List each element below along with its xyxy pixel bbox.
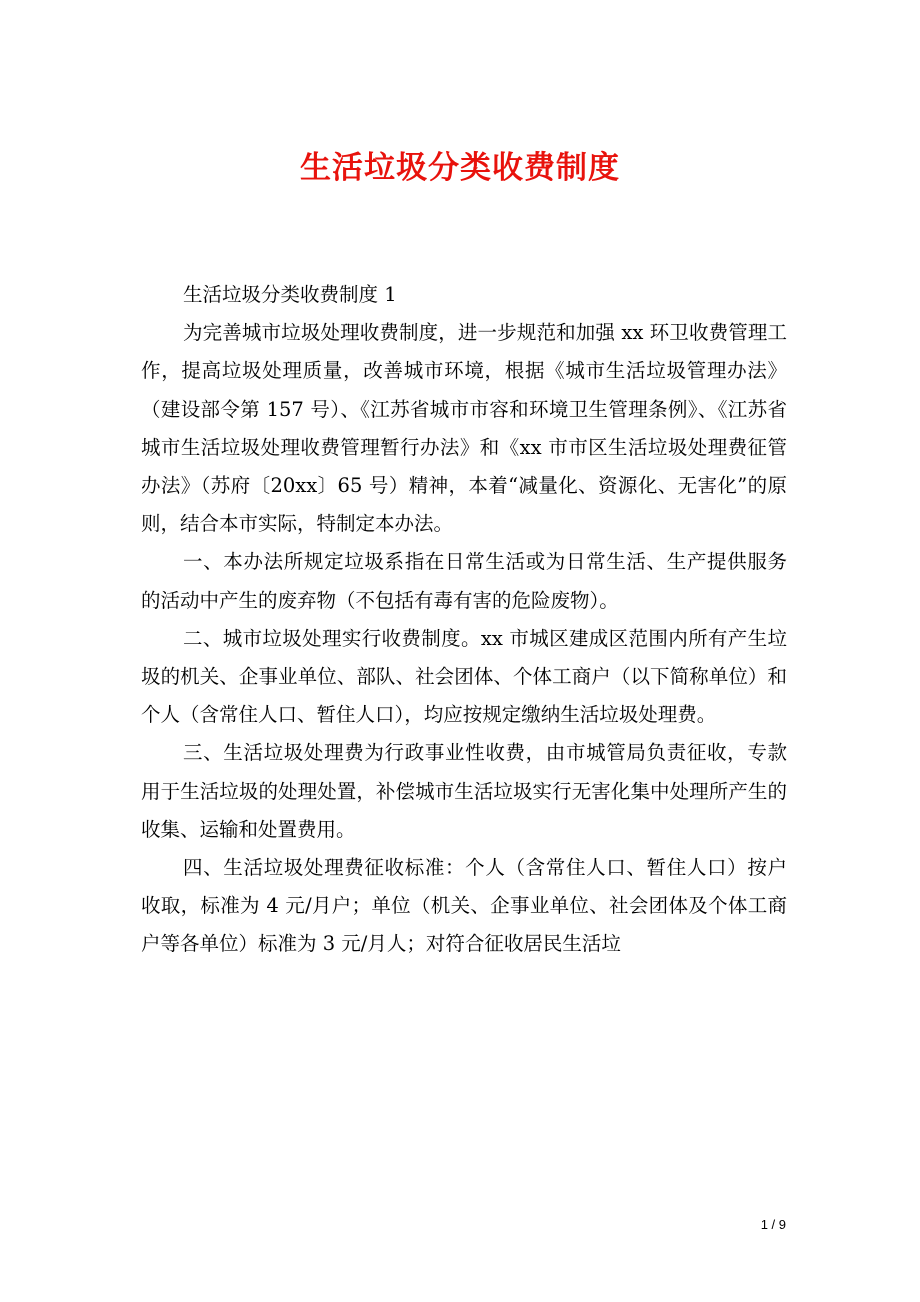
paragraph-item-4: 四、生活垃圾处理费征收标准：个人（含常住人口、暂住人口）按户收取，标准为 4 元/月户；单位（机关、企事业单位、社会团体及个体工商户等各单位）标准为 3 元/月人；对符合征收居民生活垃 bbox=[141, 856, 787, 956]
paragraph-item-1: 一、本办法所规定垃圾系指在日常生活或为日常生活、生产提供服务的活动中产生的废弃物（不包括有毒有害的危险废物）。 bbox=[141, 550, 787, 612]
section-heading: 生活垃圾分类收费制度 1 bbox=[183, 283, 397, 306]
paragraph-item-3: 三、生活垃圾处理费为行政事业性收费，由市城管局负责征收，专款用于生活垃圾的处理处置，补偿城市生活垃圾实行无害化集中处理所产生的收集、运输和处置费用。 bbox=[141, 741, 787, 841]
paragraph-intro: 为完善城市垃圾处理收费制度，进一步规范和加强 xx 环卫收费管理工作，提高垃圾处理质量，改善城市环境，根据《城市生活垃圾管理办法》（建设部令第 157 号）、《江苏省城市市容和环境卫生管理条例》、《江苏省城市生活垃圾处理收费管理暂行办法》和《xx 市市区生活垃圾处理费征管办法》（苏府〔20xx〕65 号）精神，本着“减量化、资源化、无害化”的原则，结合本市实际，特制定本办法。 bbox=[141, 321, 787, 536]
paragraph-item-2: 二、城市垃圾处理实行收费制度。xx 市城区建成区范围内所有产生垃圾的机关、企事业单位、部队、社会团体、个体工商户（以下简称单位）和个人（含常住人口、暂住人口），均应按规定缴纳生活垃圾处理费。 bbox=[141, 626, 787, 727]
document-body bbox=[141, 276, 787, 964]
page-number: 1 / 9 bbox=[760, 1217, 786, 1232]
document-title: 生活垃圾分类收费制度 bbox=[300, 150, 620, 186]
